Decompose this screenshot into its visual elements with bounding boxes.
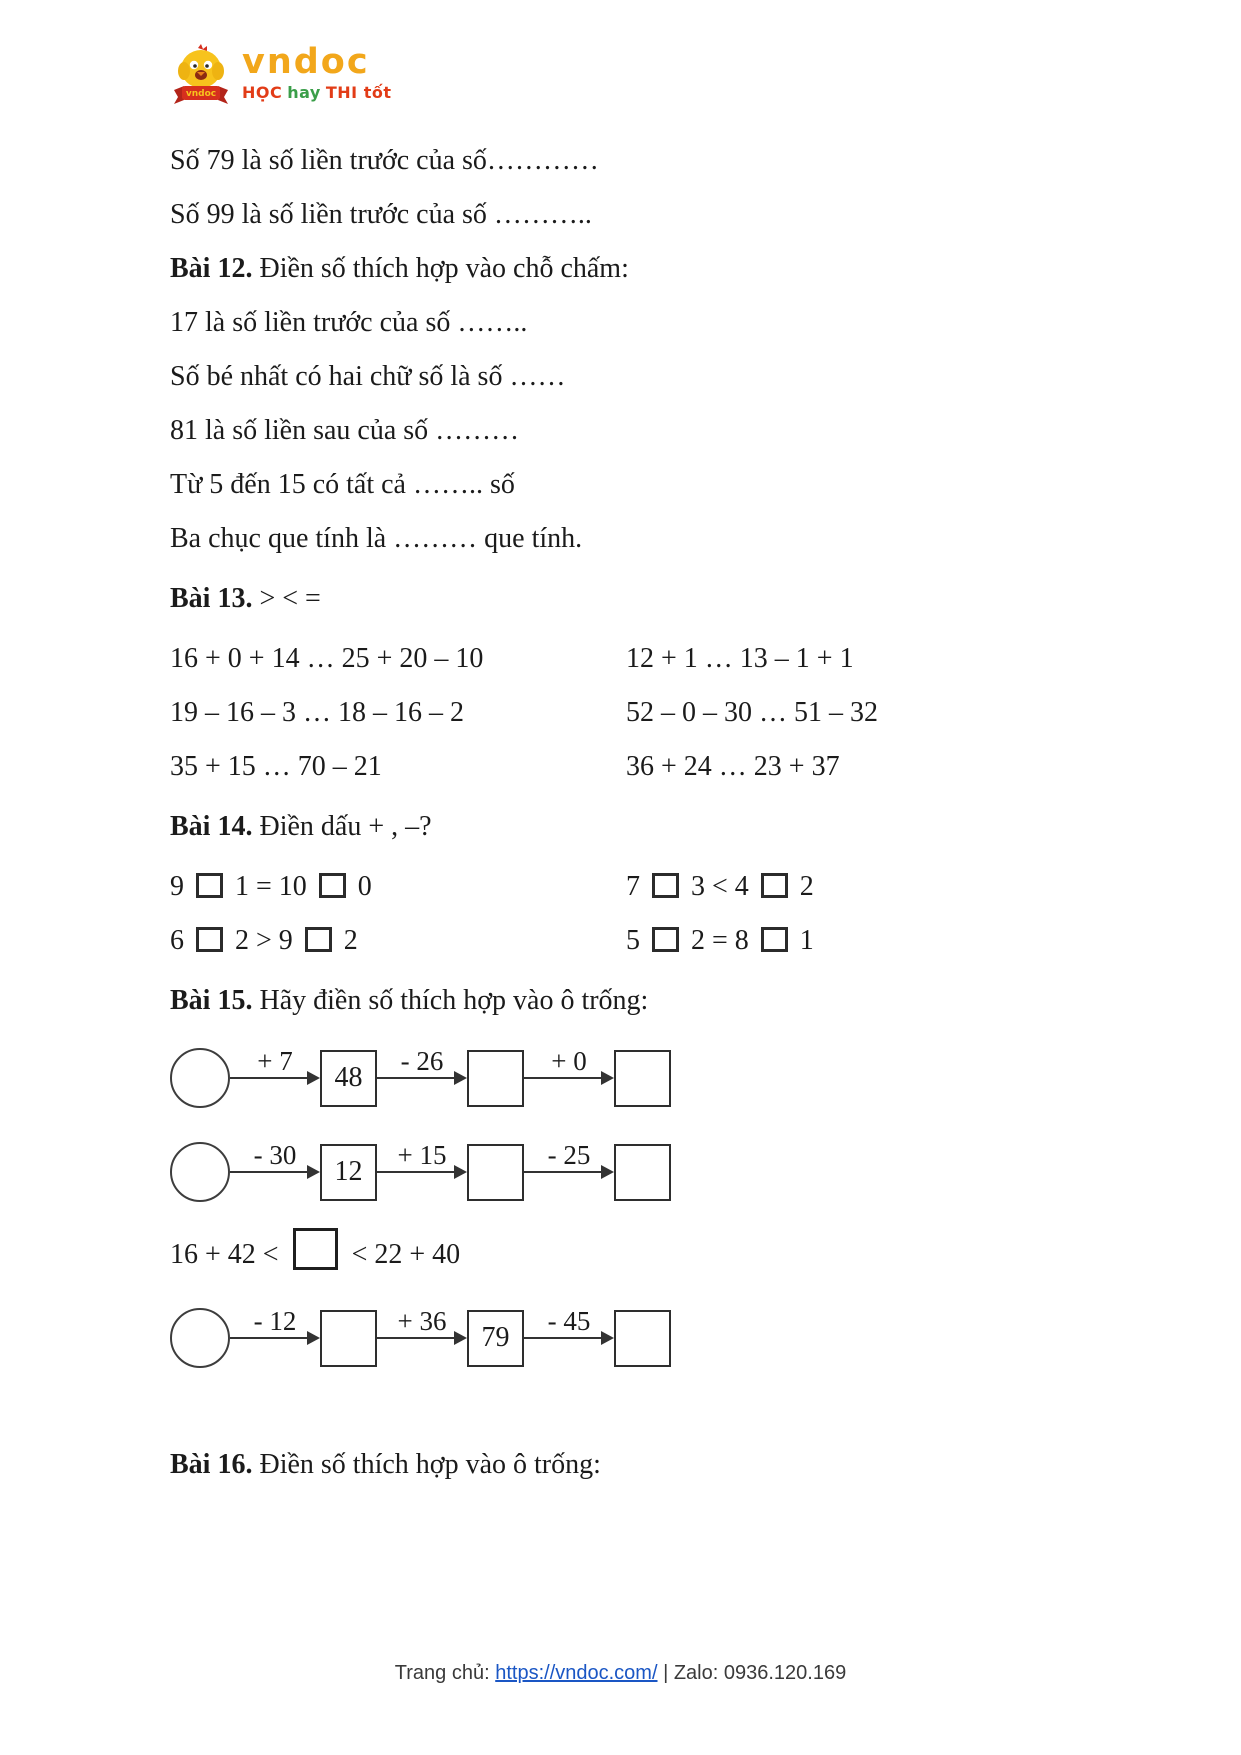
expression-text: 9 <box>170 871 184 902</box>
operation-arrow <box>524 1306 614 1370</box>
section-number: Bài 13. <box>170 583 253 614</box>
bai13-rows <box>170 644 1151 782</box>
sign-row <box>170 872 1151 902</box>
operation-label: - 26 <box>400 1046 444 1076</box>
expression-text: 2 = 8 <box>691 925 749 956</box>
sign-expression <box>626 872 1151 902</box>
sign-answer-box <box>319 873 346 898</box>
number-chain <box>170 1046 1151 1110</box>
sign-expression <box>170 926 626 956</box>
arrow-head-icon <box>307 1331 320 1345</box>
operation-label: + 7 <box>257 1046 293 1076</box>
operation-label: - 12 <box>253 1306 297 1336</box>
arrow-shaft <box>377 1077 458 1079</box>
arrow-head-icon <box>307 1165 320 1179</box>
sign-answer-box <box>652 927 679 952</box>
section-prompt: Hãy điền số thích hợp vào ô trống: <box>252 985 649 1016</box>
arrow-head-icon <box>454 1165 467 1179</box>
arrow-shaft <box>377 1337 458 1339</box>
answer-box <box>467 1144 524 1201</box>
section-heading-bai12 <box>170 254 1151 284</box>
expression-text: 2 <box>799 871 814 902</box>
section-number: Bài 16. <box>170 1449 253 1480</box>
expression-text: 1 <box>799 925 814 956</box>
chain-row-3 <box>170 1306 1151 1370</box>
footer-prefix: Trang chủ: <box>394 1662 496 1684</box>
operation-arrow <box>524 1140 614 1204</box>
operation-arrow <box>377 1140 467 1204</box>
comparison-row <box>170 644 1151 674</box>
arrow-head-icon <box>307 1071 320 1085</box>
sign-answer-box <box>761 873 788 898</box>
homepage-link[interactable]: https://vndoc.com/ <box>495 1662 658 1684</box>
logo-banner-text: vndoc <box>185 89 217 99</box>
operation-arrow <box>230 1306 320 1370</box>
section-heading-bai13 <box>170 584 1151 614</box>
comparison-row <box>170 698 1151 728</box>
inequality-right: < 22 + 40 <box>351 1239 461 1270</box>
arrow-shaft <box>230 1171 311 1173</box>
arrow-shaft <box>524 1171 605 1173</box>
number-box: 48 <box>320 1050 377 1107</box>
vndoc-logo <box>170 44 1151 110</box>
arrow-head-icon <box>601 1071 614 1085</box>
section-prompt: Điền số thích hợp vào ô trống: <box>252 1449 601 1480</box>
operation-label: - 30 <box>253 1140 297 1170</box>
operation-arrow <box>230 1046 320 1110</box>
comparison-expression: 35 + 15 … 70 – 21 <box>170 751 382 782</box>
comparison-expression: 16 + 0 + 14 … 25 + 20 – 10 <box>170 643 484 674</box>
sign-answer-box <box>652 873 679 898</box>
arrow-head-icon <box>601 1165 614 1179</box>
footer-suffix: | Zalo: 0936.120.169 <box>657 1662 847 1684</box>
arrow-head-icon <box>601 1331 614 1345</box>
number-box: 79 <box>467 1310 524 1367</box>
number-chain <box>170 1140 1151 1204</box>
bai14-rows <box>170 872 1151 956</box>
arrow-shaft <box>524 1337 605 1339</box>
fill-line: Ba chục que tính là ……… que tính. <box>170 523 583 554</box>
section-number: Bài 14. <box>170 811 253 842</box>
comparison-row <box>170 752 1151 782</box>
expression-text: 2 > 9 <box>235 925 293 956</box>
section-prompt: Điền số thích hợp vào chỗ chấm: <box>252 253 629 284</box>
comparison-expression: 36 + 24 … 23 + 37 <box>626 751 840 782</box>
sign-expression <box>170 872 626 902</box>
arrow-shaft <box>230 1077 311 1079</box>
arrow-shaft <box>524 1077 605 1079</box>
chick-mascot-icon <box>170 44 232 108</box>
answer-box <box>614 1310 671 1367</box>
tagline-word: hay <box>287 83 321 102</box>
answer-box <box>320 1310 377 1367</box>
operation-arrow <box>377 1046 467 1110</box>
section-heading-bai16 <box>170 1450 1151 1480</box>
sign-answer-box <box>305 927 332 952</box>
logo-wordmark: vndoc <box>242 42 370 82</box>
sign-row <box>170 926 1151 956</box>
operation-arrow <box>377 1306 467 1370</box>
page-footer <box>0 1662 1241 1685</box>
operation-label: - 45 <box>547 1306 591 1336</box>
comparison-expression: 52 – 0 – 30 … 51 – 32 <box>626 697 878 728</box>
sign-expression <box>626 926 1151 956</box>
operation-arrow <box>524 1046 614 1110</box>
number-chain <box>170 1306 1151 1370</box>
expression-text: 5 <box>626 925 640 956</box>
expression-text: 3 < 4 <box>691 871 749 902</box>
expression-text: 6 <box>170 925 184 956</box>
section-number: Bài 12. <box>170 253 253 284</box>
inequality-line <box>170 1234 1151 1276</box>
fill-line: Số 79 là số liền trước của số………… <box>170 145 599 176</box>
start-circle <box>170 1308 230 1368</box>
arrow-shaft <box>230 1337 311 1339</box>
expression-text: 0 <box>357 871 372 902</box>
operation-arrow <box>230 1140 320 1204</box>
expression-text: 7 <box>626 871 640 902</box>
sign-answer-box <box>196 927 223 952</box>
fill-line: 81 là số liền sau của số ……… <box>170 415 520 446</box>
comparison-expression: 19 – 16 – 3 … 18 – 16 – 2 <box>170 697 464 728</box>
operation-label: + 15 <box>397 1140 447 1170</box>
operation-label: + 0 <box>551 1046 587 1076</box>
arrow-head-icon <box>454 1331 467 1345</box>
number-box: 12 <box>320 1144 377 1201</box>
operation-label: + 36 <box>397 1306 447 1336</box>
section-number: Bài 15. <box>170 985 253 1016</box>
sign-answer-box <box>196 873 223 898</box>
section-prompt: Điền dấu + , –? <box>252 811 432 842</box>
start-circle <box>170 1142 230 1202</box>
answer-box <box>614 1050 671 1107</box>
comparison-expression: 12 + 1 … 13 – 1 + 1 <box>626 643 854 674</box>
inequality-left: 16 + 42 < <box>170 1239 279 1270</box>
operation-label: - 25 <box>547 1140 591 1170</box>
section-prompt: > < = <box>252 583 321 614</box>
tagline-word: HỌC <box>242 83 283 102</box>
arrow-shaft <box>377 1171 458 1173</box>
sign-answer-box <box>761 927 788 952</box>
chain-row-2 <box>170 1140 1151 1204</box>
fill-line: Số bé nhất có hai chữ số là số …… <box>170 361 566 392</box>
section-heading-bai15 <box>170 986 1151 1016</box>
chain-row-1 <box>170 1046 1151 1110</box>
start-circle <box>170 1048 230 1108</box>
answer-box <box>614 1144 671 1201</box>
arrow-head-icon <box>454 1071 467 1085</box>
fill-line: 17 là số liền trước của số …….. <box>170 307 528 338</box>
answer-box <box>293 1228 338 1270</box>
expression-text: 2 <box>343 925 358 956</box>
expression-text: 1 = 10 <box>235 871 307 902</box>
section-heading-bai14 <box>170 812 1151 842</box>
fill-line: Số 99 là số liền trước của số ……….. <box>170 199 592 230</box>
tagline-word: THI tốt <box>325 83 392 102</box>
logo-tagline <box>242 83 396 103</box>
fill-line: Từ 5 đến 15 có tất cả …….. số <box>170 469 515 500</box>
answer-box <box>467 1050 524 1107</box>
